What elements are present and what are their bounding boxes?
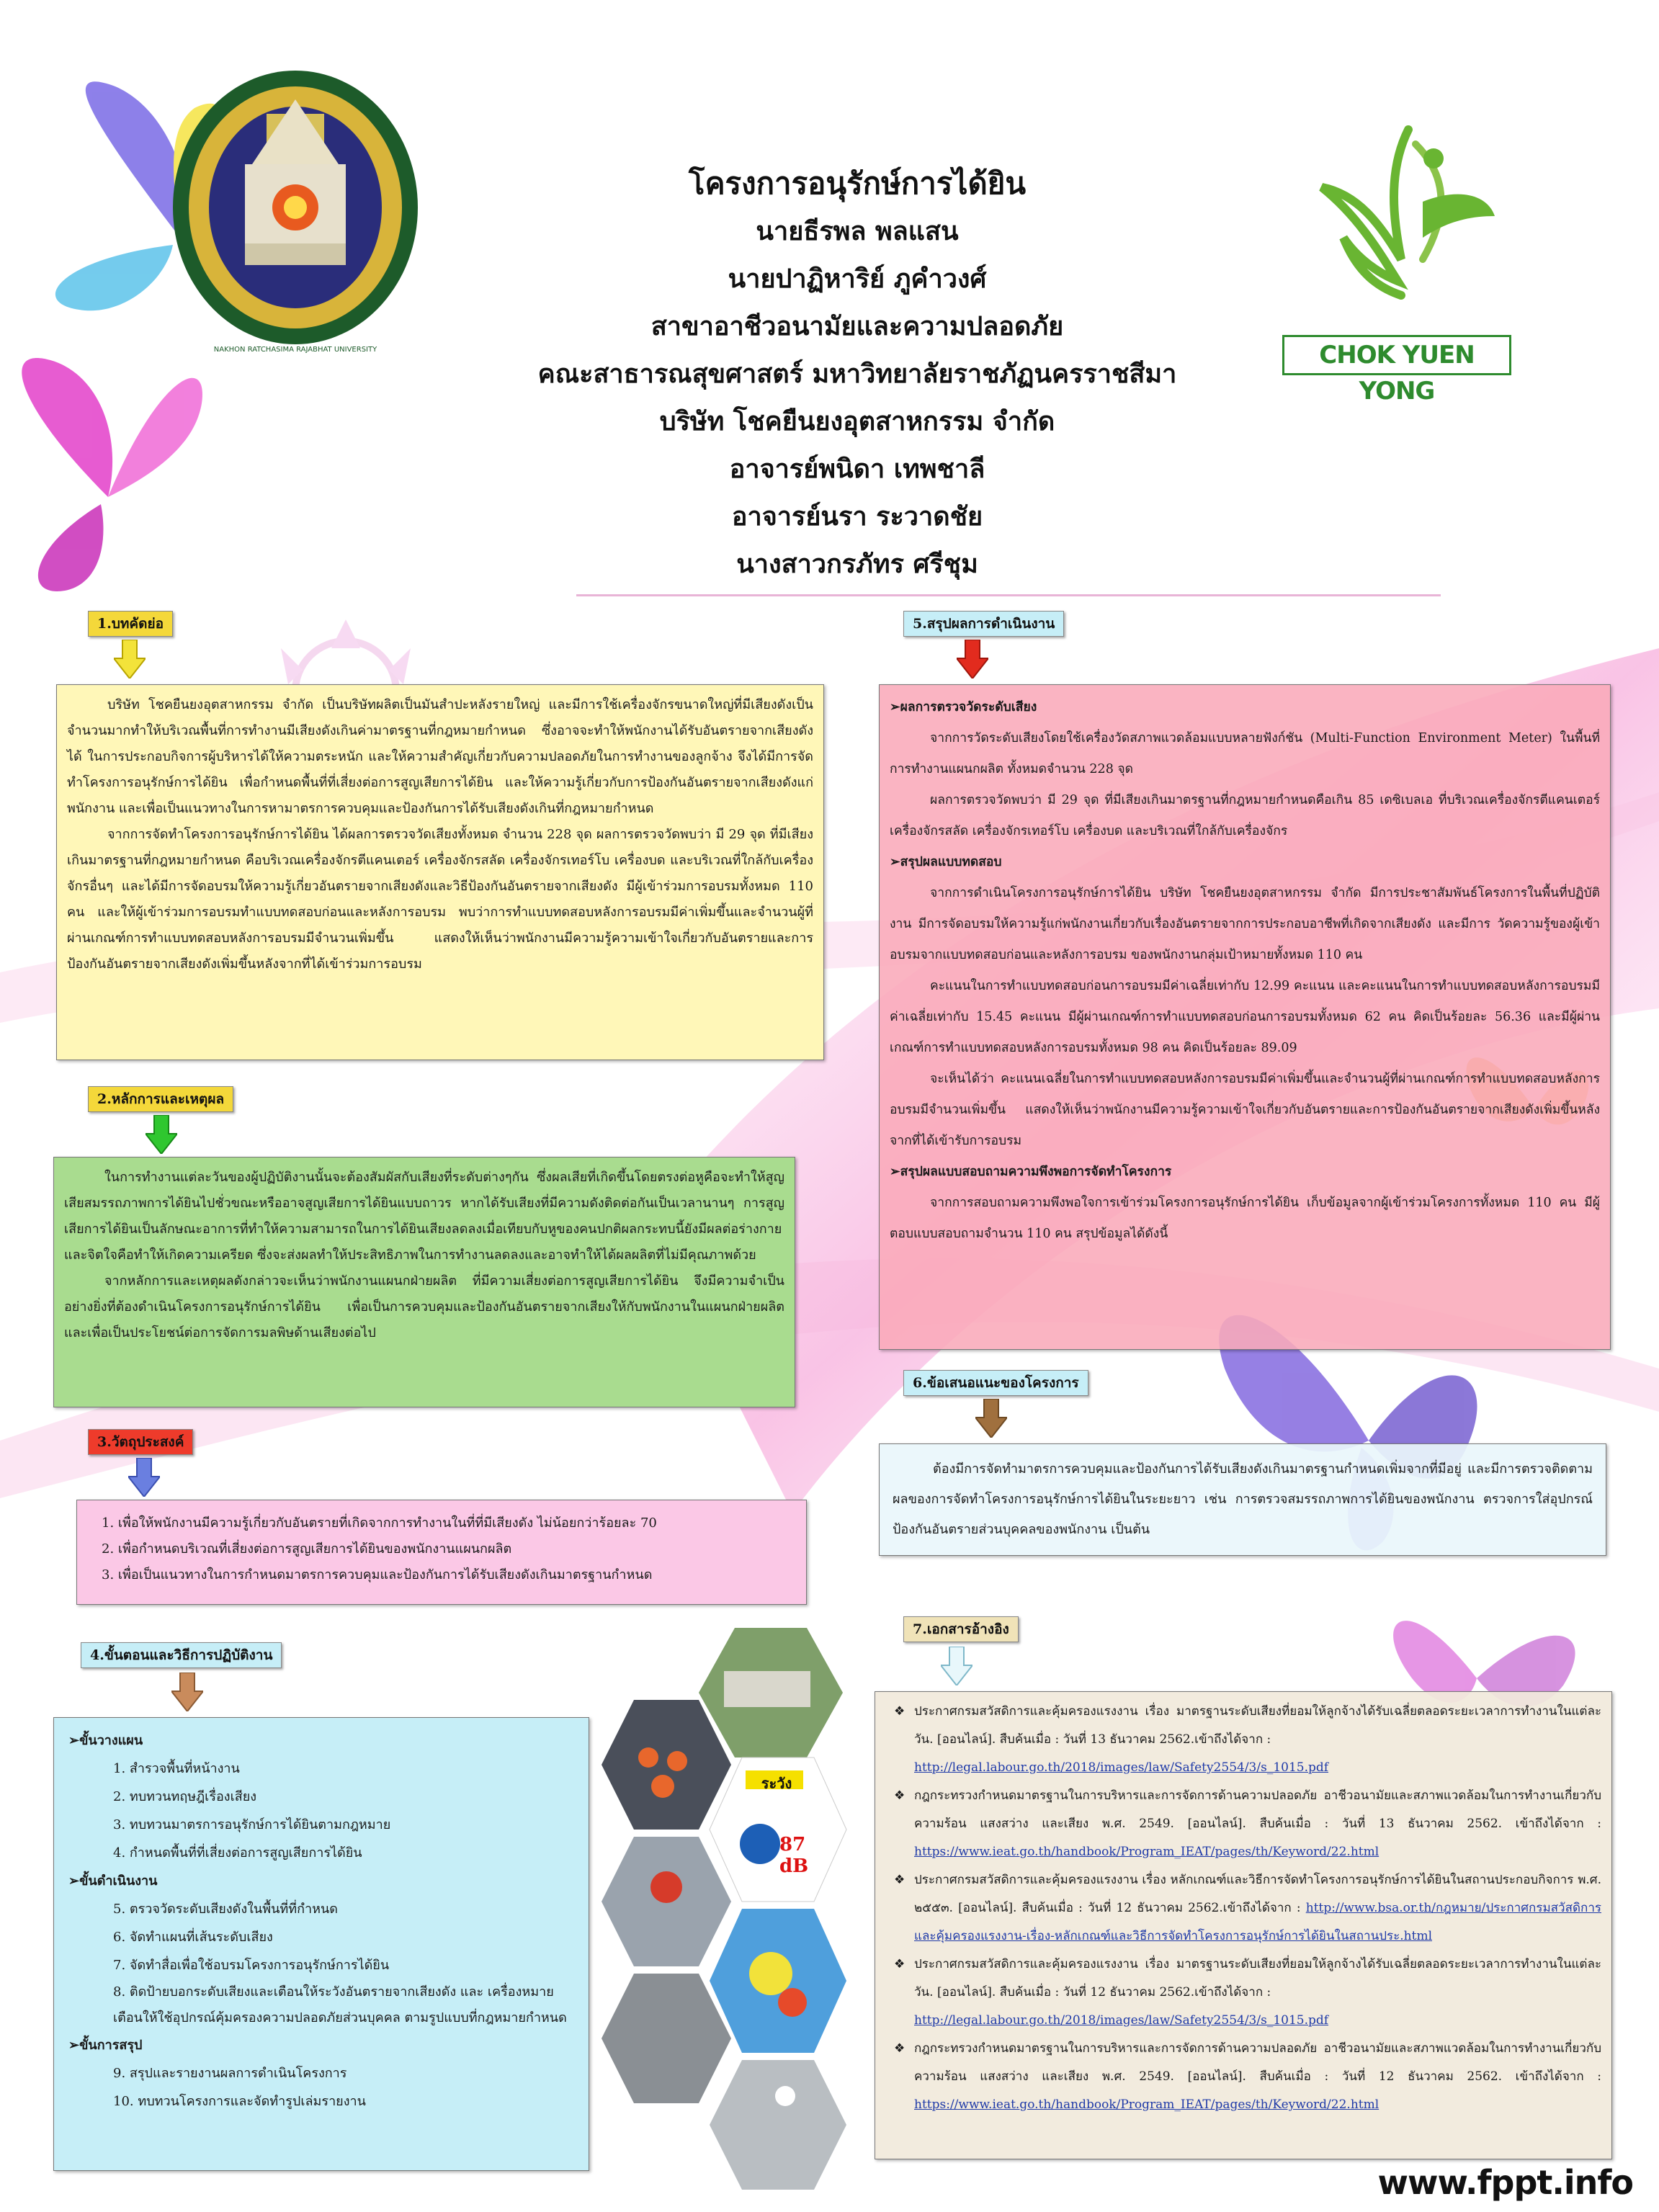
summary-box: [879, 684, 1611, 1350]
section-7-label: 7.เอกสารอ้างอิง: [903, 1616, 1019, 1642]
procedure-step: 1. สำรวจพื้นที่หน้างาน: [113, 1761, 240, 1776]
summary-heading: ➢ สรุปผลแบบทดสอบ: [890, 847, 1600, 878]
header-line: คณะสาธารณสุขศาสตร์ มหาวิทยาลัยราชภัฏนครราชสีมา: [537, 359, 1177, 389]
section-1-label: 1.บทคัดย่อ: [88, 611, 173, 637]
down-arrow-icon: [975, 1399, 1007, 1438]
poster-title: โครงการอนุรักษ์การได้ยิน: [688, 166, 1027, 201]
down-arrow-icon: [957, 640, 988, 679]
rationale-box: [53, 1157, 795, 1407]
procedure-step: 4. กำหนดพื้นที่ที่เสี่ยงต่อการสูญเสียการได้ยิน: [113, 1845, 362, 1861]
header-divider: [576, 594, 1441, 596]
header-line: นายปาฏิหาริย์ ภูคำวงศ์: [728, 264, 987, 294]
reference-text: ประกาศกรมสวัสดิการและคุ้มครองแรงงาน เรื่อง มาตรฐานระดับเสียงที่ยอมให้ลูกจ้างได้รับเฉลี่ยตลอดระยะเวลาการทำงานในแต่ละวัน. [ออนไลน์]. สืบค้นเมื่อ : วันที่ 12 ธันวาคม 2562.เข้าถึงได้จาก :: [914, 1957, 1601, 2000]
reference-item: [885, 1866, 1601, 1951]
company-logo-text: CHOK YUEN YONG: [1282, 335, 1511, 375]
photo-collage: [591, 1628, 857, 2190]
reference-link[interactable]: http://legal.labour.go.th/2018/images/law/Safety2554/3/s_1015.pdf: [914, 1760, 1329, 1775]
summary-paragraph: คะแนนในการทำแบบทดสอบก่อนการอบรมมีค่าเฉลี่ยเท่ากับ 12.99 คะแนน และคะแนนในการทำแบบทดสอบหลังการอบรมมีค่าเฉลี่ยเท่ากับ 15.45 คะแนน มีผู้ผ่านเกณฑ์การทำแบบทดสอบก่อนการอบรมทั้งหมด 62 คน คิดเป็นร้อยละ 56.36 และมีผู้ผ่านเกณฑ์การทำแบบทดสอบหลังการอบรมทั้งหมด 98 คน คิดเป็นร้อยละ 89.09: [890, 979, 1600, 1055]
reference-link[interactable]: http://www.bsa.or.th/กฎหมาย/ประกาศกรมสวัสดิการและคุ้มครองแรงงาน-เรื่อง-หลักเกณฑ์และวิธีการจัดทำโครงการอนุรักษ์การได้ยินในสถานประ.html: [914, 1901, 1601, 1943]
reference-link[interactable]: https://www.ieat.go.th/handbook/Program_IEAT/pages/th/Keyword/22.html: [914, 1845, 1379, 1859]
reference-text: กฎกระทรวงกำหนดมาตรฐานในการบริหารและการจัดการด้านความปลอดภัย อาชีวอนามัยและสภาพแวดล้อมในการทำงานเกี่ยวกับความร้อน แสงสว่าง และเสียง พ.ศ. 2549. [ออนไลน์]. สืบค้นเมื่อ : วันที่ 12 ธันวาคม 2562. เข้าถึงได้จาก :: [914, 2041, 1601, 2084]
photo-hexagon-training-group: [602, 1700, 731, 1830]
section-6-label: 6.ข้อเสนอแนะของโครงการ: [903, 1370, 1088, 1396]
university-logo: [166, 63, 425, 351]
procedure-heading: ➢ ขั้นการสรุป: [68, 2031, 574, 2059]
section-4-label: 4.ขั้นตอนและวิธีการปฏิบัติงาน: [81, 1642, 282, 1668]
suggestions-box: [879, 1443, 1606, 1556]
objective-item: 2. เพื่อกำหนดบริเวณที่เสี่ยงต่อการสูญเสียการได้ยินของพนักงานแผนกผลิต: [102, 1541, 512, 1557]
section-3-label: 3.วัตถุประสงค์: [88, 1429, 193, 1455]
down-arrow-icon: [114, 640, 146, 679]
down-arrow-icon: [171, 1673, 203, 1711]
references-box: [875, 1691, 1612, 2159]
abstract-paragraph: จากการจัดทำโครงการอนุรักษ์การได้ยิน ได้ผลการตรวจวัดเสียงทั้งหมด จำนวน 228 จุด ผลการตรวจวัดพบว่า มี 29 จุด ที่มีเสียงเกินมาตรฐานที่กฎหมายกำหนด คือบริเวณเครื่องจักรตีแคนเตอร์ เครื่องจักรสลัด เครื่องจักรเทอร์โบ เครื่องบด และบริเวณที่ใกล้กับเครื่องจักรอื่นๆ และได้มีการจัดอบรมให้ความรู้เกี่ยวอันตรายจากเสียงดังและวิธีป้องกันอันตรายจากเสียงดัง มีผู้เข้าร่วมการอบรมทั้งหมด 110 คน และให้ผู้เข้าร่วมการอบรมทำแบบทดสอบก่อนและหลังการอบรม พบว่าการทำแบบทดสอบหลังการอบรมมีค่าเพิ่มขึ้นและจำนวนผู้ที่ผ่านเกณฑ์การทำแบบทดสอบหลังการอบรมมีจำนวนเพิ่มขึ้น แสดงให้เห็นว่าพนักงานมีความรู้ความเข้าใจเกี่ยวกับอันตรายและการป้องกันอันตรายจากเสียงดังเพิ่มขึ้นหลังจากที่ได้เข้าร่วมการอบรม: [67, 827, 813, 972]
reference-text: ประกาศกรมสวัสดิการและคุ้มครองแรงงาน เรื่อง หลักเกณฑ์และวิธีการจัดทำโครงการอนุรักษ์การได้ยินในสถานประกอบกิจการ พ.ศ. ๒๕๕๓. [ออนไลน์]. สืบค้นเมื่อ : วันที่ 12 ธันวาคม 2562.เข้าถึงได้จาก :: [914, 1873, 1601, 1915]
procedure-step: 8. ติดป้ายบอกระดับเสียงและเตือนให้ระวังอันตรายจากเสียงดัง และ เครื่องหมายเตือนให้ใช้อุปกรณ์คุ้มครองความปลอดภัยส่วนบุคคล ตามรูปแบบที่กฎหมายกำหนด: [113, 1984, 567, 2025]
company-logo: [1279, 115, 1516, 331]
rationale-paragraph: ในการทำงานแต่ละวันของผู้ปฏิบัติงานนั้นจะต้องสัมผัสกับเสียงที่ระดับต่างๆกัน ซึ่งผลเสียที่เกิดขึ้นโดยตรงต่อหูคือจะทำให้สูญเสียสมรรถภาพการได้ยินไปชั่วขณะหรืออาจสูญเสียการได้ยินแบบถาวร หากได้รับเสียงที่มีความดังติดต่อกันเป็นเวลานานๆ การสูญเสียการได้ยินเป็นลักษณะอาการที่ทำให้ความสามารถในการได้ยินเสียงลดลงเมื่อเทียบกับหูของคนปกติผลกระทบนี้ยังมีผลต่อร่างกายและจิตใจคือทำให้เกิดความเครียด ซึ่งจะส่งผลทำให้ประสิทธิภาพในการทำงานลดลงและอาจทำให้ได้ผลผลิตที่ไม่มีคุณภาพด้วย: [64, 1170, 784, 1263]
photo-hexagon-worker-sign: [602, 1837, 731, 1966]
down-arrow-icon: [146, 1115, 177, 1154]
summary-paragraph: จากการสอบถามความพึงพอใจการเข้าร่วมโครงการอนุรักษ์การได้ยิน เก็บข้อมูลจากผู้เข้าร่วมโครงการทั้งหมด 110 คน มีผู้ตอบแบบสอบถามจำนวน 110 คน สรุปข้อมูลได้ดังนี้: [890, 1196, 1600, 1241]
header-line: สาขาอาชีวอนามัยและความปลอดภัย: [650, 311, 1064, 341]
procedure-heading: ➢ ขั้นดำเนินงาน: [68, 1867, 574, 1895]
summary-paragraph: จากการดำเนินโครงการอนุรักษ์การได้ยิน บริษัท โชคยืนยงอุตสาหกรรม จำกัด มีการประชาสัมพันธ์โครงการในพื้นที่ปฏิบัติงาน มีการจัดอบรมให้ความรู้แก่พนักงานเกี่ยวกับเรื่องอันตรายจากการประกอบอาชีพที่เกิดจากเสียงดัง และมีการ วัดความรู้ของผู้เข้าอบรมจากแบบทดสอบก่อนและหลังการอบรม ของพนักงานกลุ่มเป้าหมายทั้งหมด 110 คน: [890, 886, 1600, 962]
header-line: บริษัท โชคยืนยงอุตสาหกรรม จำกัด: [659, 406, 1055, 436]
reference-item: [885, 1951, 1601, 2035]
header-line: นายธีรพล พลแสน: [756, 216, 959, 246]
warning-sign-level: 87 dB: [779, 1834, 809, 1877]
summary-paragraph: จากการวัดระดับเสียงโดยใช้เครื่องวัดสภาพแวดล้อมแบบหลายฟังก์ชัน (Multi-Function Environment Meter) ในพื้นที่การทำงานแผนกผลิต ทั้งหมดจำนวน 228 จุด: [890, 731, 1600, 776]
header-line: นางสาวกรภัทร ศรีชุม: [736, 549, 978, 579]
header-line: อาจารย์นรา ระวาดชัย: [731, 501, 983, 532]
photo-hexagon-factory-aerial: [699, 1628, 843, 1757]
procedure-heading: ➢ ขั้นวางแผน: [68, 1727, 574, 1755]
procedure-step: 5. ตรวจวัดระดับเสียงดังในพื้นที่ที่กำหนด: [113, 1902, 338, 1917]
reference-text: ประกาศกรมสวัสดิการและคุ้มครองแรงงาน เรื่อง มาตรฐานระดับเสียงที่ยอมให้ลูกจ้างได้รับเฉลี่ยตลอดระยะเวลาการทำงานในแต่ละวัน. [ออนไลน์]. สืบค้นเมื่อ : วันที่ 13 ธันวาคม 2562.เข้าถึงได้จาก :: [914, 1704, 1601, 1747]
rationale-paragraph: จากหลักการและเหตุผลดังกล่าวจะเห็นว่าพนักงานแผนกฝ่ายผลิต ที่มีความเสี่ยงต่อการสูญเสียการได้ยิน จึงมีความจำเป็นอย่างยิ่งที่ต้องดำเนินโครงการอนุรักษ์การได้ยิน เพื่อเป็นการควบคุมและป้องกันอันตรายจากเสียงให้กับพนักงานในแผนกฝ่ายผลิต และเพื่อเป็นประโยชน์ต่อการจัดการมลพิษด้านเสียงต่อไป: [64, 1273, 784, 1340]
reference-text: กฎกระทรวงกำหนดมาตรฐานในการบริหารและการจัดการด้านความปลอดภัย อาชีวอนามัยและสภาพแวดล้อมในการทำงานเกี่ยวกับความร้อน แสงสว่าง และเสียง พ.ศ. 2549. [ออนไลน์]. สืบค้นเมื่อ : วันที่ 13 ธันวาคม 2562. เข้าถึงได้จาก :: [914, 1788, 1601, 1831]
down-arrow-icon: [941, 1647, 972, 1685]
university-logo-text: NAKHON RATCHASIMA RAJABHAT UNIVERSITY: [213, 346, 377, 354]
photo-hexagon-worker-measuring: [710, 2060, 846, 2190]
summary-heading: ➢ ผลการตรวจวัดระดับเสียง: [890, 692, 1600, 723]
reference-link[interactable]: https://www.ieat.go.th/handbook/Program_IEAT/pages/th/Keyword/22.html: [914, 2097, 1379, 2112]
summary-heading: ➢ สรุปผลแบบสอบถามความพึงพอการจัดทำโครงการ: [890, 1157, 1600, 1188]
reference-item: [885, 1698, 1601, 1782]
reference-item: [885, 2035, 1601, 2119]
procedure-step: 10. ทบทวนโครงการและจัดทำรูปเล่มรายงาน: [113, 2094, 366, 2109]
objectives-box: [76, 1500, 807, 1605]
photo-hexagon-noise-map: [710, 1909, 846, 2053]
photo-hexagon-equipment: [602, 1974, 731, 2103]
section-2-label: 2.หลักการและเหตุผล: [88, 1086, 233, 1112]
reference-item: [885, 1782, 1601, 1866]
procedure-step: 7. จัดทำสื่อเพื่อใช้อบรมโครงการอนุรักษ์การได้ยิน: [113, 1958, 390, 1973]
abstract-paragraph: บริษัท โชคยืนยงอุตสาหกรรม จำกัด เป็นบริษัทผลิตเป็นมันสำปะหลังรายใหญ่ และมีการใช้เครื่องจักรขนาดใหญ่ที่มีเสียงดังเป็นจำนวนมากทำให้บริเวณพื้นที่การทำงานมีเสียงดังเกินค่ามาตรฐานที่กฎหมายกำหนด ซึ่งอาจจะทำให้พนักงานได้รับอันตรายจากเสียงดังได้ ในการประกอบกิจการผู้บริหารได้ให้ความตระหนัก และให้ความสำคัญเกี่ยวกับความปลอดภัยในการทำงานของลูกจ้าง จึงได้มีการจัดทำโครงการอนุรักษ์การได้ยิน เพื่อกำหนดพื้นที่ที่เสี่ยงต่อการสูญเสียการได้ยิน และให้ความรู้เกี่ยวกับการป้องกันอันตรายจากเสียงดังแก่พนักงาน และเพื่อเป็นแนวทางในการหามาตรการควบคุมและป้องกันการได้รับเสียงดังเกินที่กฎหมายกำหนด: [67, 697, 813, 816]
footer-site[interactable]: www.fppt.info: [1377, 2163, 1633, 2202]
butterfly-pink-icon: [22, 358, 202, 591]
objective-item: 1. เพื่อให้พนักงานมีความรู้เกี่ยวกับอันตรายที่เกิดจากการทำงานในที่ที่มีเสียงดัง ไม่น้อยกว่าร้อยละ 70: [102, 1515, 657, 1531]
header-line: อาจารย์พนิดา เทพชาลี: [729, 454, 985, 484]
warning-sign-title: ระวัง: [761, 1775, 792, 1792]
procedure-step: 6. จัดทำแผนที่เส้นระดับเสียง: [113, 1930, 273, 1945]
procedure-step: 9. สรุปและรายงานผลการดำเนินโครงการ: [113, 2066, 347, 2081]
suggestions-paragraph: ต้องมีการจัดทำมาตรการควบคุมและป้องกันการได้รับเสียงดังเกินมาตรฐานกำหนดเพิ่มจากที่มีอยู่ และมีการตรวจติดตามผลของการจัดทำโครงการอนุรักษ์การได้ยินในระยะยาว เช่น การตรวจสมรรถภาพการได้ยินของพนักงาน ตรวจการใส่อุปกรณ์ป้องกันอันตรายส่วนบุคคลของพนักงาน เป็นต้น: [893, 1461, 1593, 1537]
reference-link[interactable]: http://legal.labour.go.th/2018/images/law/Safety2554/3/s_1015.pdf: [914, 2013, 1329, 2028]
summary-paragraph: จะเห็นได้ว่า คะแนนเฉลี่ยในการทำแบบทดสอบหลังการอบรมมีค่าเพิ่มขึ้นและจำนวนผู้ที่ผ่านเกณฑ์การทำแบบทดสอบหลังการอบรมมีจำนวนเพิ่มขึ้น แสดงให้เห็นว่าพนักงานมีความรู้ความเข้าใจเกี่ยวกับอันตรายและการป้องกันอันตรายจากเสียงดังเพิ่มขึ้นหลังจากที่ได้เข้ารับการอบรม: [890, 1072, 1600, 1148]
down-arrow-icon: [128, 1458, 160, 1497]
poster-header: [403, 160, 1311, 588]
procedure-box: [53, 1717, 589, 2171]
section-5-label: 5.สรุปผลการดำเนินงาน: [903, 611, 1064, 637]
procedure-step: 3. ทบทวนมาตรการอนุรักษ์การได้ยินตามกฎหมาย: [113, 1817, 391, 1832]
procedure-step: 2. ทบทวนทฤษฎีเรื่องเสียง: [113, 1789, 257, 1804]
objective-item: 3. เพื่อเป็นแนวทางในการกำหนดมาตรการควบคุมและป้องกันการได้รับเสียงดังเกินมาตรฐานกำหนด: [102, 1567, 653, 1582]
abstract-box: [56, 684, 824, 1060]
summary-paragraph: ผลการตรวจวัดพบว่า มี 29 จุด ที่มีเสียงเกินมาตรฐานที่กฎหมายกำหนดคือเกิน 85 เดซิเบลเอ ที่บริเวณเครื่องจักรตีแคนเตอร์ เครื่องจักรสลัด เครื่องจักรเทอร์โบ เครื่องบด และบริเวณที่ใกล้กับเครื่องจักร: [890, 793, 1600, 838]
